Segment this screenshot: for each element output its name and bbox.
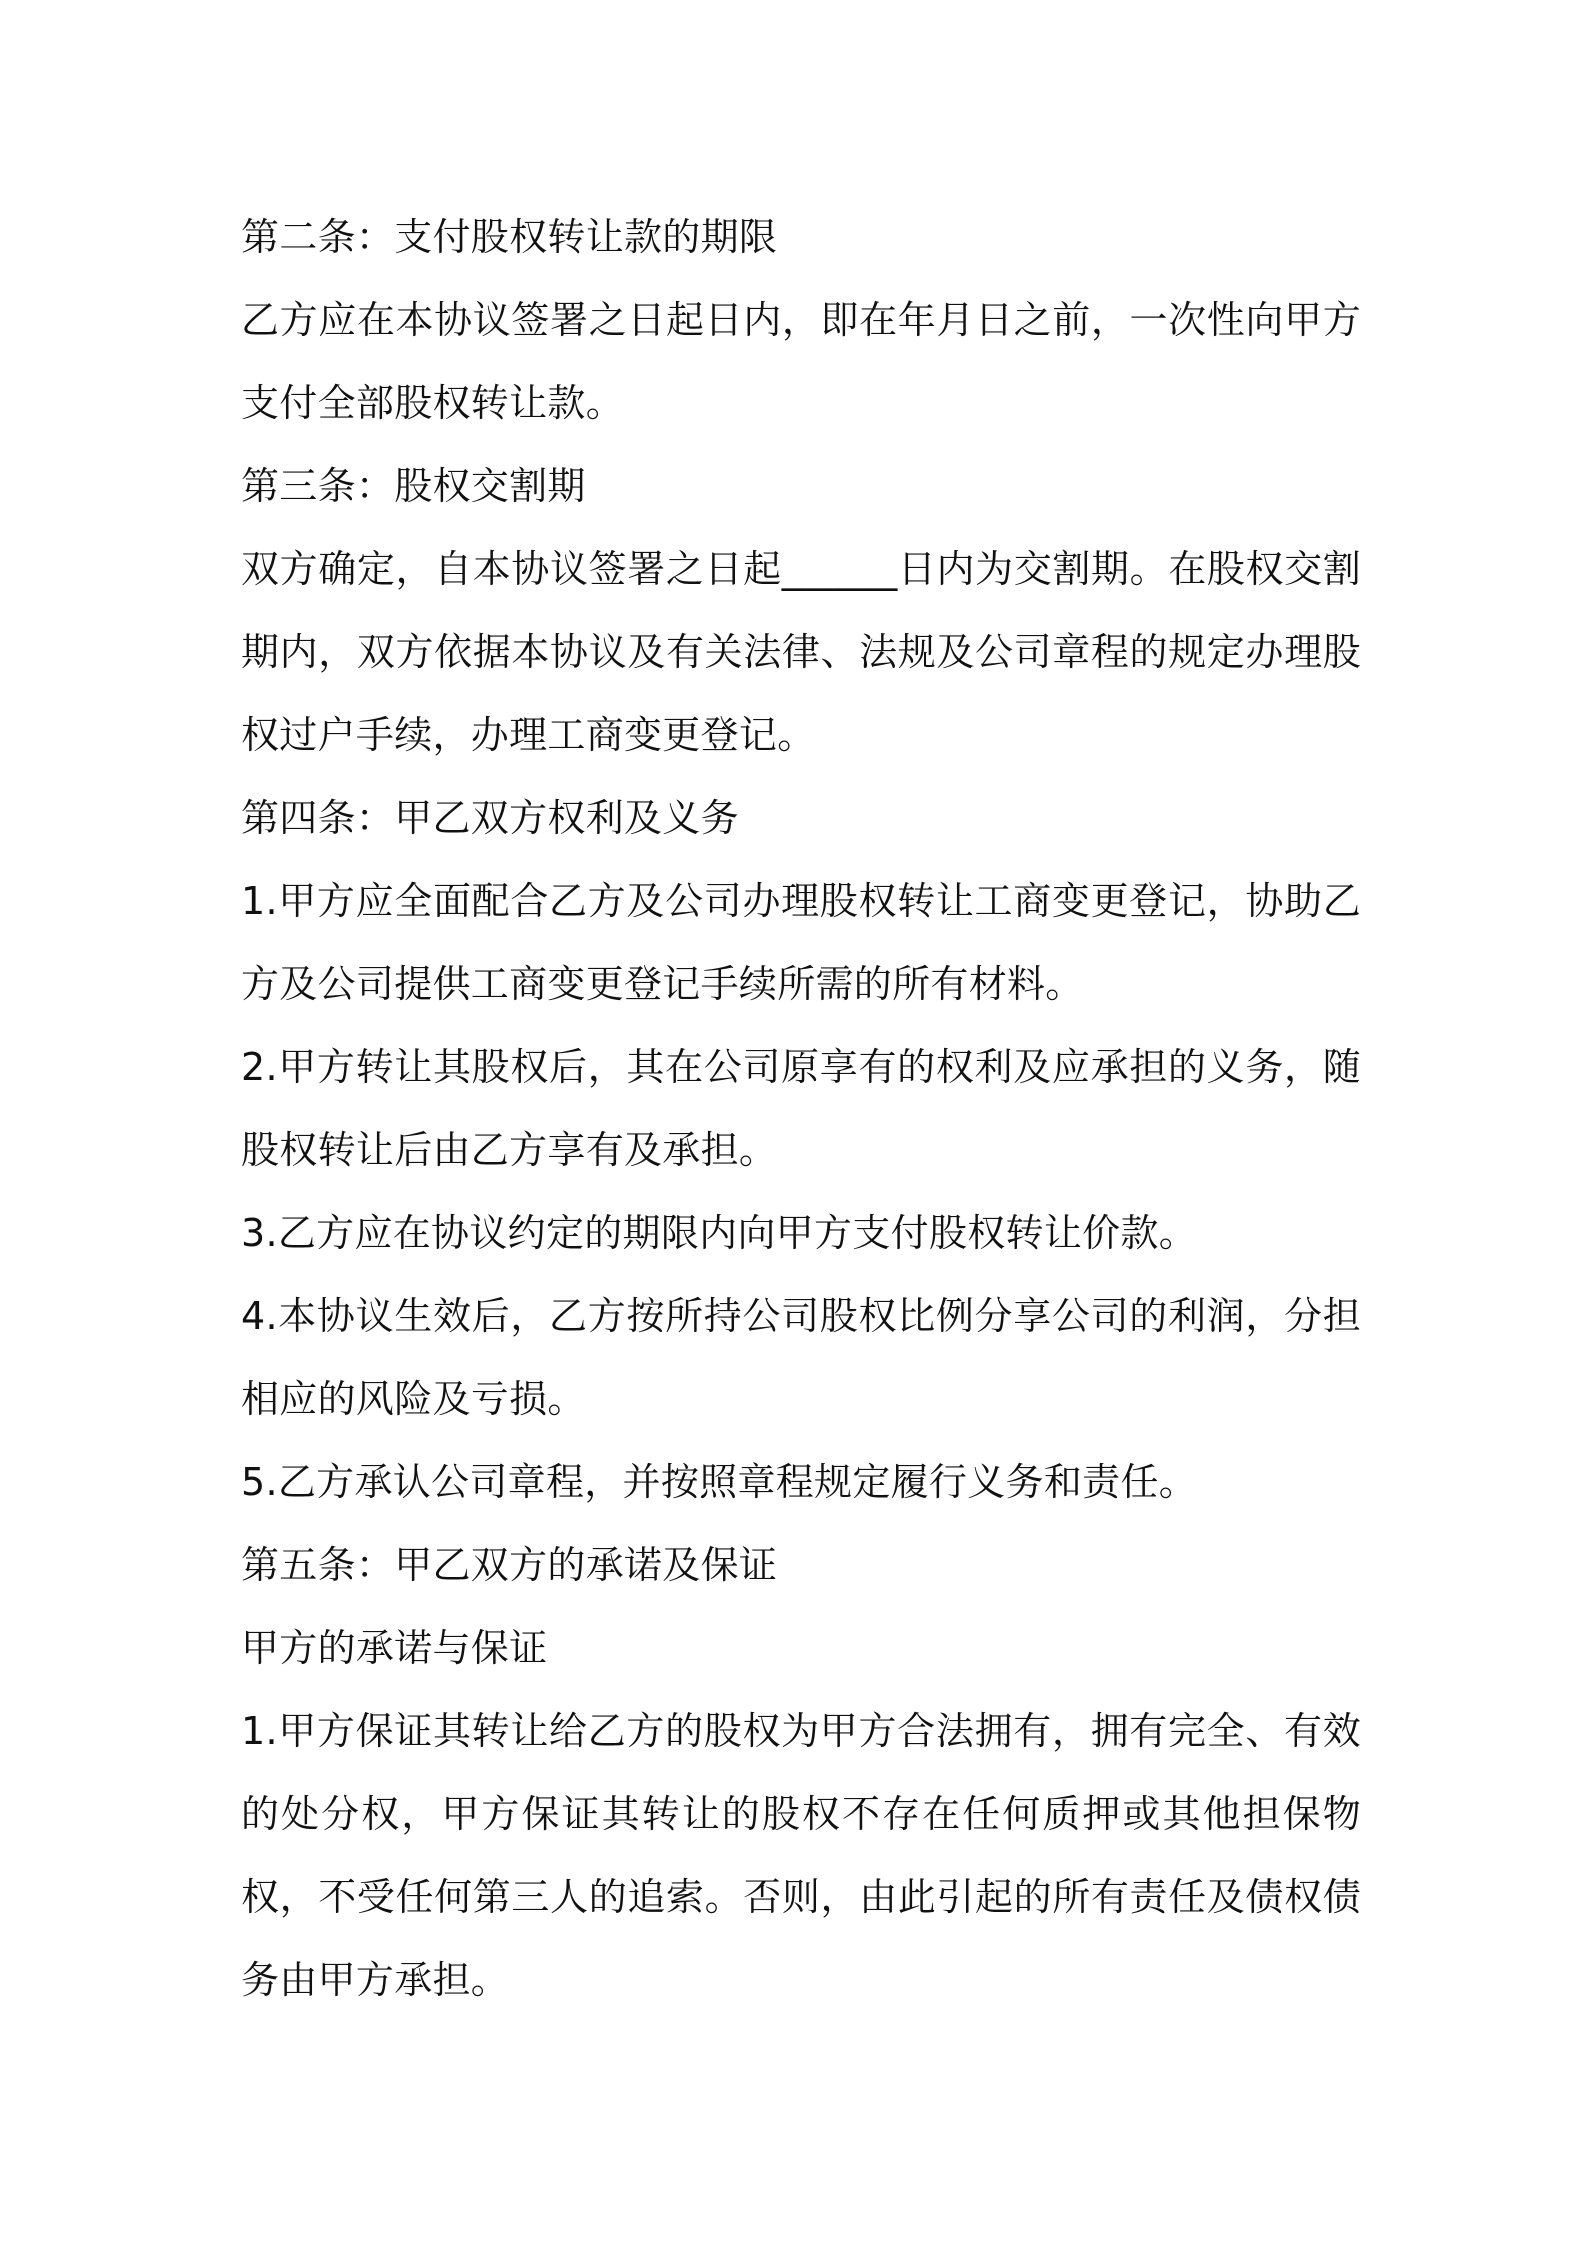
- article-4-item-4: 4.本协议生效后，乙方按所持公司股权比例分享公司的利润，分担相应的风险及亏损。: [241, 1294, 1361, 1421]
- article-4-item-5: 5.乙方承认公司章程，并按照章程规定履行义务和责任。: [241, 1460, 1198, 1504]
- article-5-heading: 第五条：甲乙双方的承诺及保证: [241, 1543, 778, 1587]
- document-body: [241, 196, 1361, 2022]
- article-2-text: 乙方应在本协议签署之日起日内，即在年月日之前，一次性向甲方支付全部股权转让款。: [241, 298, 1361, 425]
- article-2-heading: 第二条：支付股权转让款的期限: [241, 215, 778, 259]
- article-4-heading: 第四条：甲乙双方权利及义务: [241, 796, 739, 840]
- party-a-guarantee-subheading: 甲方的承诺与保证: [241, 1626, 548, 1670]
- article-4-item-3: 3.乙方应在协议约定的期限内向甲方支付股权转让价款。: [241, 1211, 1198, 1255]
- article-3-heading: 第三条：股权交割期: [241, 464, 586, 508]
- article-3-text: 双方确定，自本协议签署之日起______日内为交割期。在股权交割期内，双方依据本协议及有关法律、法规及公司章程的规定办理股权过户手续，办理工商变更登记。: [241, 547, 1361, 757]
- article-4-item-1: 1.甲方应全面配合乙方及公司办理股权转让工商变更登记，协助乙方及公司提供工商变更登记手续所需的所有材料。: [241, 879, 1361, 1006]
- party-a-guarantee-item-1: 1.甲方保证其转让给乙方的股权为甲方合法拥有，拥有完全、有效的处分权，甲方保证其转让的股权不存在任何质押或其他担保物权，不受任何第三人的追索。否则，由此引起的所有责任及债权债务由甲方承担。: [241, 1709, 1361, 2002]
- article-4-item-2: 2.甲方转让其股权后，其在公司原享有的权利及应承担的义务，随股权转让后由乙方享有及承担。: [241, 1045, 1361, 1172]
